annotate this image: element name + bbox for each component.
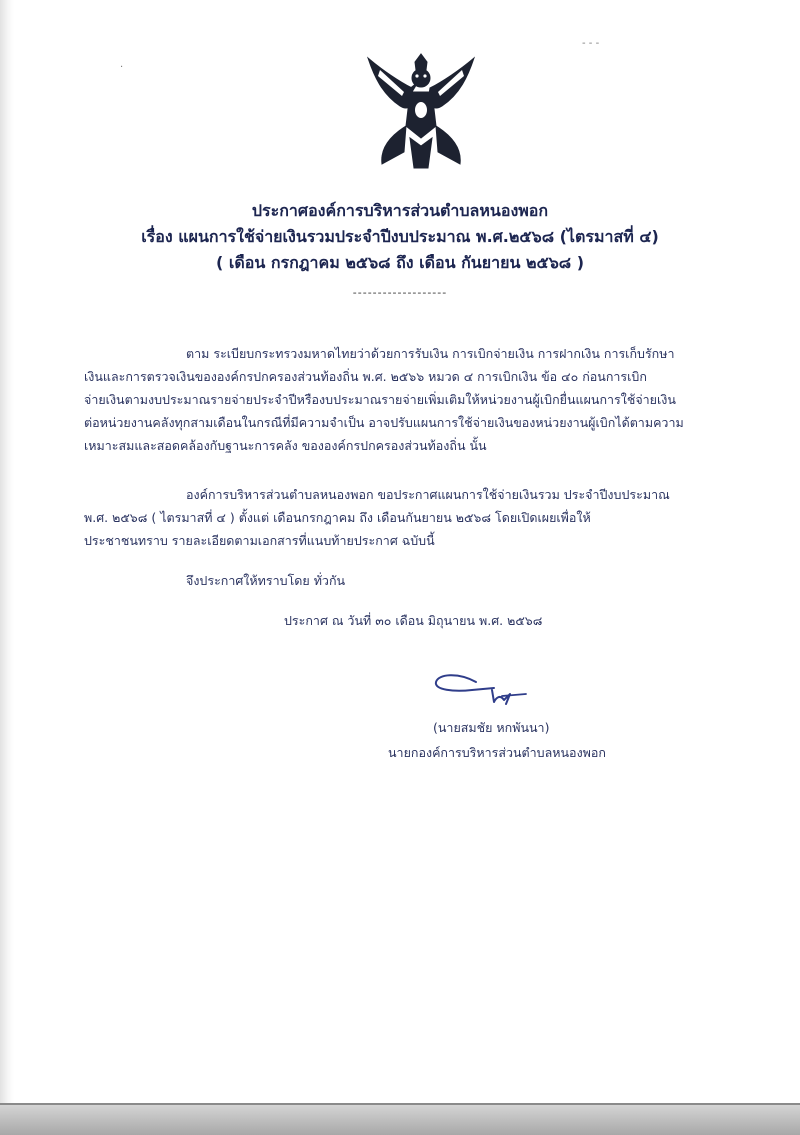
subject-line: เรื่อง แผนการใช้จ่ายเงินรวมประจำปีงบประมาณ พ.ศ.๒๕๖๘ (ไตรมาสที่ ๔) xyxy=(141,227,659,246)
closing-line: จึงประกาศให้ทราบโดย ทั่วกัน xyxy=(186,573,346,588)
title-separator: ------------------- xyxy=(352,286,448,299)
handwritten-signature xyxy=(432,660,532,708)
signer-name: (นายสมชัย หกพันนา) xyxy=(433,720,550,735)
paragraph-2-line: พ.ศ. ๒๕๖๘ ( ไตรมาสที่ ๔ ) ตั้งแต่ เดือนกรกฎาคม ถึง เดือนกันยายน ๒๕๖๘ โดยเปิดเผยเพื่อให้ xyxy=(84,510,591,525)
paragraph-1-line: เหมาะสมและสอดคล้องกับฐานะการคลัง ขององค์กรปกครองส่วนท้องถิ่น นั้น xyxy=(84,438,487,453)
scan-bottom-edge xyxy=(0,1103,800,1135)
garuda-emblem xyxy=(360,52,482,170)
paragraph-1-line: จ่ายเงินตามงบประมาณรายจ่ายประจำปีหรืองบประมาณรายจ่ายเพิ่มเติมให้หน่วยงานผู้เบิกยื่นแผนการใช้จ่ายเงิน xyxy=(84,392,676,407)
paragraph-1-line: ต่อหน่วยงานคลังทุกสามเดือนในกรณีที่มีความจำเป็น อาจปรับแผนการใช้จ่ายเงินของหน่วยงานผู้เบิกได้ตามความ xyxy=(84,415,684,430)
scan-speck: - - - xyxy=(582,38,600,49)
paragraph-1-line: เงินและการตรวจเงินขององค์กรปกครองส่วนท้องถิ่น พ.ศ. ๒๕๖๖ หมวด ๔ การเบิกเงิน ข้อ ๔๐ ก่อนการเบิก xyxy=(84,369,647,384)
date-line: ประกาศ ณ วันที่ ๓๐ เดือน มิถุนายน พ.ศ. ๒๕๖๘ xyxy=(284,613,543,628)
signer-position: นายกองค์การบริหารส่วนตำบลหนองพอก xyxy=(388,745,606,760)
paragraph-2-line: ประชาชนทราบ รายละเอียดตามเอกสารที่แนบท้ายประกาศ ฉบับนี้ xyxy=(84,533,435,548)
scan-speck: · xyxy=(120,62,124,73)
paragraph-2-line: องค์การบริหารส่วนตำบลหนองพอก ขอประกาศแผนการใช้จ่ายเงินรวม ประจำปีงบประมาณ xyxy=(186,487,670,502)
period-line: ( เดือน กรกฎาคม ๒๕๖๘ ถึง เดือน กันยายน ๒๕๖๘ ) xyxy=(215,253,585,272)
paragraph-1-line: ตาม ระเบียบกระทรวงมหาดไทยว่าด้วยการรับเงิน การเบิกจ่ายเงิน การฝากเงิน การเก็บรักษา xyxy=(186,346,675,361)
announcement-title: ประกาศองค์การบริหารส่วนตำบลหนองพอก xyxy=(251,201,549,220)
scan-left-edge xyxy=(0,0,14,1135)
